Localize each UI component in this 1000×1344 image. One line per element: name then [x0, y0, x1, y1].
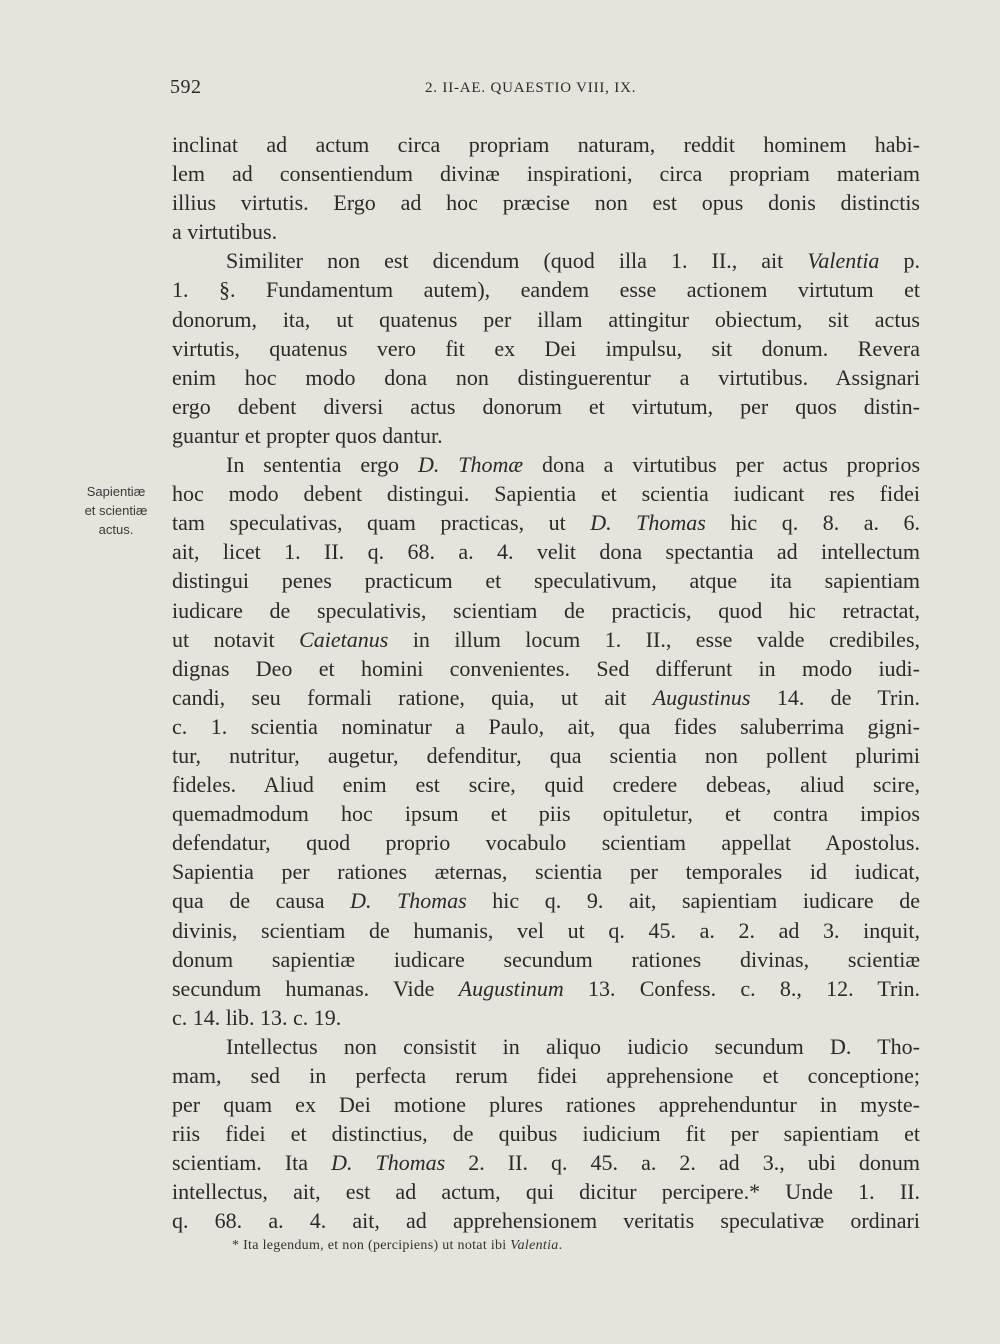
- text-line: In sententia ergo D. Thomæ dona a virtutibus per actus proprios: [226, 452, 921, 478]
- text-line: Intellectus non consistit in aliquo iudicio secundum D. Tho-: [226, 1033, 920, 1059]
- running-head: 2. II-AE. QUAESTIO VIII, IX.: [425, 80, 637, 96]
- body-text: [172, 130, 920, 1236]
- footnote: * Ita legendum, et non (percipiens) ut notat ibi Valentia.: [232, 1238, 563, 1253]
- margin-note-line: Sapientiæ: [86, 484, 146, 499]
- text-line: donum sapientiæ iudicare secundum rationes divinas, scientiæ: [172, 946, 920, 972]
- text-line: candi, seu formali ratione, quia, ut ait Augustinus 14. de Trin.: [172, 684, 920, 710]
- text-line: distingui penes practicum et speculativum, atque ita sapientiam: [172, 568, 920, 594]
- text-line: ergo debent diversi actus donorum et virtutum, per quos distin-: [172, 393, 920, 419]
- text-line: defendatur, quod proprio vocabulo scientiam appellat Apostolus.: [172, 830, 920, 856]
- text-line: a virtutibus.: [172, 219, 278, 245]
- text-line: Similiter non est dicendum (quod illa 1. II., ait Valentia p.: [226, 248, 920, 274]
- text-line: hoc modo debent distingui. Sapientia et scientia iudicant res fidei: [172, 481, 920, 507]
- text-line: virtutis, quatenus vero fit ex Dei impulsu, sit donum. Revera: [172, 335, 920, 361]
- page-number: 592: [170, 76, 202, 98]
- text-line: enim hoc modo dona non distinguerentur a virtutibus. Assignari: [172, 364, 920, 390]
- text-line: secundum humanas. Vide Augustinum 13. Confess. c. 8., 12. Trin.: [172, 975, 920, 1001]
- text-line: mam, sed in perfecta rerum fidei apprehensione et conceptione;: [172, 1063, 920, 1088]
- text-line: donorum, ita, ut quatenus per illam attingitur obiectum, sit actus: [172, 306, 920, 332]
- text-line: lem ad consentiendum divinæ inspirationi, circa propriam materiam: [172, 161, 920, 187]
- text-line: Sapientia per rationes æternas, scientia per temporales id iudicat,: [172, 859, 920, 885]
- text-line: intellectus, ait, est ad actum, qui dicitur percipere.* Unde 1. II.: [172, 1179, 920, 1205]
- text-line: dignas Deo et homini convenientes. Sed differunt in modo iudi-: [172, 655, 920, 681]
- text-line: guantur et propter quos dantur.: [172, 422, 443, 448]
- text-line: quemadmodum hoc ipsum et piis opituletur, et contra impios: [172, 801, 920, 827]
- text-line: iudicare de speculativis, scientiam de practicis, quod hic retractat,: [172, 597, 920, 623]
- text-line: tur, nutritur, augetur, defenditur, qua scientia non pollent plurimi: [172, 742, 920, 768]
- text-line: fideles. Aliud enim est scire, quid credere debeas, aliud scire,: [172, 772, 920, 798]
- text-line: scientiam. Ita D. Thomas 2. II. q. 45. a. 2. ad 3., ubi donum: [172, 1150, 921, 1176]
- margin-note: [70, 482, 162, 539]
- text-line: c. 1. scientia nominatur a Paulo, ait, qua fides saluberrima gigni-: [172, 713, 920, 739]
- text-line: divinis, scientiam de humanis, vel ut q. 45. a. 2. ad 3. inquit,: [172, 917, 920, 943]
- text-line: illius virtutis. Ergo ad hoc præcise non est opus donis distinctis: [172, 190, 920, 216]
- text-line: per quam ex Dei motione plures rationes apprehenduntur in myste-: [172, 1092, 920, 1118]
- text-line: ut notavit Caietanus in illum locum 1. II., esse valde credibiles,: [172, 626, 920, 652]
- text-line: q. 68. a. 4. ait, ad apprehensionem veritatis speculativæ ordinari: [172, 1208, 920, 1234]
- text-line: inclinat ad actum circa propriam naturam, reddit hominem habi-: [172, 132, 920, 157]
- text-line: ait, licet 1. II. q. 68. a. 4. velit dona spectantia ad intellectum: [172, 539, 920, 565]
- text-line: qua de causa D. Thomas hic q. 9. ait, sapientiam iudicare de: [172, 888, 920, 914]
- text-line: 1. §. Fundamentum autem), eandem esse actionem virtutum et: [172, 277, 920, 303]
- margin-note-line: et scientiæ: [84, 503, 148, 518]
- text-line: c. 14. lib. 13. c. 19.: [172, 1004, 342, 1030]
- text-line: tam speculativas, quam practicas, ut D. Thomas hic q. 8. a. 6.: [172, 510, 920, 536]
- margin-note-line: actus.: [98, 522, 134, 537]
- text-line: riis fidei et distinctius, de quibus iudicium fit per sapientiam et: [172, 1121, 920, 1147]
